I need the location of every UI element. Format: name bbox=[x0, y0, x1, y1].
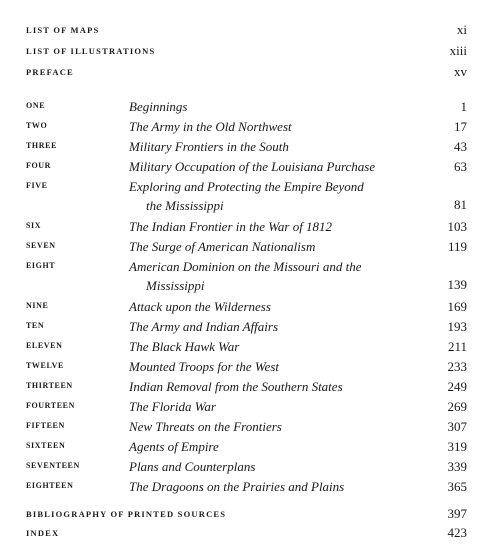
chapter-entry[interactable] bbox=[26, 297, 467, 317]
chapter-title: The Indian Frontier in the War of 1812 bbox=[129, 219, 333, 234]
chapter-number: FOUR bbox=[26, 161, 52, 170]
chapter-title: The Surge of American Nationalism bbox=[129, 239, 316, 254]
page-number: 339 bbox=[447, 459, 467, 474]
chapter-number: SIX bbox=[26, 221, 42, 230]
page-number: 169 bbox=[447, 299, 467, 314]
page-number: 249 bbox=[447, 379, 467, 394]
chapter-title: Attack upon the Wilderness bbox=[129, 299, 271, 314]
front-matter-entry[interactable] bbox=[26, 43, 467, 64]
chapter-number: EIGHTEEN bbox=[26, 481, 74, 490]
chapter-number: FIFTEEN bbox=[26, 421, 65, 430]
page-number: 63 bbox=[454, 159, 467, 174]
chapter-number: NINE bbox=[26, 301, 49, 310]
chapter-entry[interactable] bbox=[26, 417, 467, 437]
page-number: 365 bbox=[447, 479, 467, 494]
front-matter-entry[interactable] bbox=[26, 22, 467, 43]
chapter-number: TWELVE bbox=[26, 361, 64, 370]
back-matter-entry[interactable] bbox=[26, 525, 467, 544]
chapter-title: Indian Removal from the Southern States bbox=[129, 379, 343, 394]
chapter-number: THREE bbox=[26, 141, 58, 150]
page-number: 211 bbox=[447, 339, 467, 354]
chapter-title: The Army in the Old Northwest bbox=[129, 119, 292, 134]
chapter-number: FIVE bbox=[26, 181, 48, 190]
chapter-list bbox=[26, 97, 467, 497]
chapter-entry[interactable] bbox=[26, 397, 467, 417]
chapter-number: TWO bbox=[26, 121, 48, 130]
page-number: 269 bbox=[447, 399, 467, 414]
chapter-title: Beginnings bbox=[129, 99, 188, 114]
page-number: 193 bbox=[447, 319, 467, 334]
chapter-number: ONE bbox=[26, 101, 46, 110]
chapter-entry[interactable] bbox=[26, 177, 467, 217]
page-number: 233 bbox=[447, 359, 467, 374]
chapter-title-continuation: the Mississippi bbox=[146, 198, 224, 213]
chapter-title: Agents of Empire bbox=[129, 439, 219, 454]
page-number: 139 bbox=[447, 277, 467, 292]
chapter-title: The Dragoons on the Prairies and Plains bbox=[129, 479, 345, 494]
chapter-entry[interactable] bbox=[26, 157, 467, 177]
chapter-number: FOURTEEN bbox=[26, 401, 75, 410]
page-number: 103 bbox=[447, 219, 467, 234]
front-matter-entry[interactable] bbox=[26, 64, 467, 85]
chapter-title: Military Occupation of the Louisiana Purchase bbox=[129, 159, 376, 174]
chapter-title: Mounted Troops for the West bbox=[129, 359, 279, 374]
page-number: 43 bbox=[454, 139, 467, 154]
chapter-entry[interactable] bbox=[26, 437, 467, 457]
chapter-entry[interactable] bbox=[26, 257, 467, 297]
page-number: 319 bbox=[447, 439, 467, 454]
chapter-entry[interactable] bbox=[26, 137, 467, 157]
chapter-entry[interactable] bbox=[26, 117, 467, 137]
chapter-title: The Florida War bbox=[129, 399, 216, 414]
chapter-title: New Threats on the Frontiers bbox=[129, 419, 282, 434]
chapter-number: ELEVEN bbox=[26, 341, 63, 350]
chapter-number: TEN bbox=[26, 321, 45, 330]
page-number: xi bbox=[456, 22, 467, 37]
chapter-title-continuation: Mississippi bbox=[146, 278, 205, 293]
chapter-entry[interactable] bbox=[26, 97, 467, 117]
entry-label: INDEX bbox=[26, 528, 60, 538]
chapter-title: Plans and Counterplans bbox=[129, 459, 256, 474]
front-matter-list bbox=[26, 22, 467, 85]
page-number: 1 bbox=[460, 99, 467, 114]
page-number: 423 bbox=[447, 525, 467, 540]
chapter-number: SEVEN bbox=[26, 241, 56, 250]
entry-label: LIST OF MAPS bbox=[26, 25, 100, 35]
back-matter-list bbox=[26, 506, 467, 544]
chapter-entry[interactable] bbox=[26, 337, 467, 357]
entry-label: BIBLIOGRAPHY OF PRINTED SOURCES bbox=[26, 509, 227, 519]
page-number: xiii bbox=[449, 43, 467, 58]
chapter-number: EIGHT bbox=[26, 261, 56, 270]
chapter-title: The Army and Indian Affairs bbox=[129, 319, 279, 334]
page-number: 17 bbox=[454, 119, 467, 134]
chapter-title: Exploring and Protecting the Empire Beyond the Mississippi bbox=[129, 177, 429, 215]
chapter-entry[interactable] bbox=[26, 457, 467, 477]
chapter-title: Military Frontiers in the South bbox=[129, 139, 289, 154]
chapter-entry[interactable] bbox=[26, 237, 467, 257]
page-number: 81 bbox=[454, 197, 467, 212]
chapter-number: THIRTEEN bbox=[26, 381, 73, 390]
page-number: 307 bbox=[447, 419, 467, 434]
back-matter-entry[interactable] bbox=[26, 506, 467, 525]
entry-label: PREFACE bbox=[26, 67, 74, 77]
chapter-title: American Dominion on the Missouri and the Mississippi bbox=[129, 257, 429, 295]
entry-label: LIST OF ILLUSTRATIONS bbox=[26, 46, 156, 56]
page-number: 119 bbox=[447, 239, 467, 254]
chapter-entry[interactable] bbox=[26, 317, 467, 337]
page-number: 397 bbox=[447, 506, 467, 521]
chapter-entry[interactable] bbox=[26, 377, 467, 397]
chapter-title: The Black Hawk War bbox=[129, 339, 240, 354]
chapter-entry[interactable] bbox=[26, 477, 467, 497]
chapter-entry[interactable] bbox=[26, 357, 467, 377]
chapter-number: SIXTEEN bbox=[26, 441, 66, 450]
chapter-entry[interactable] bbox=[26, 217, 467, 237]
chapter-number: SEVENTEEN bbox=[26, 461, 80, 470]
page-number: xv bbox=[454, 64, 467, 79]
